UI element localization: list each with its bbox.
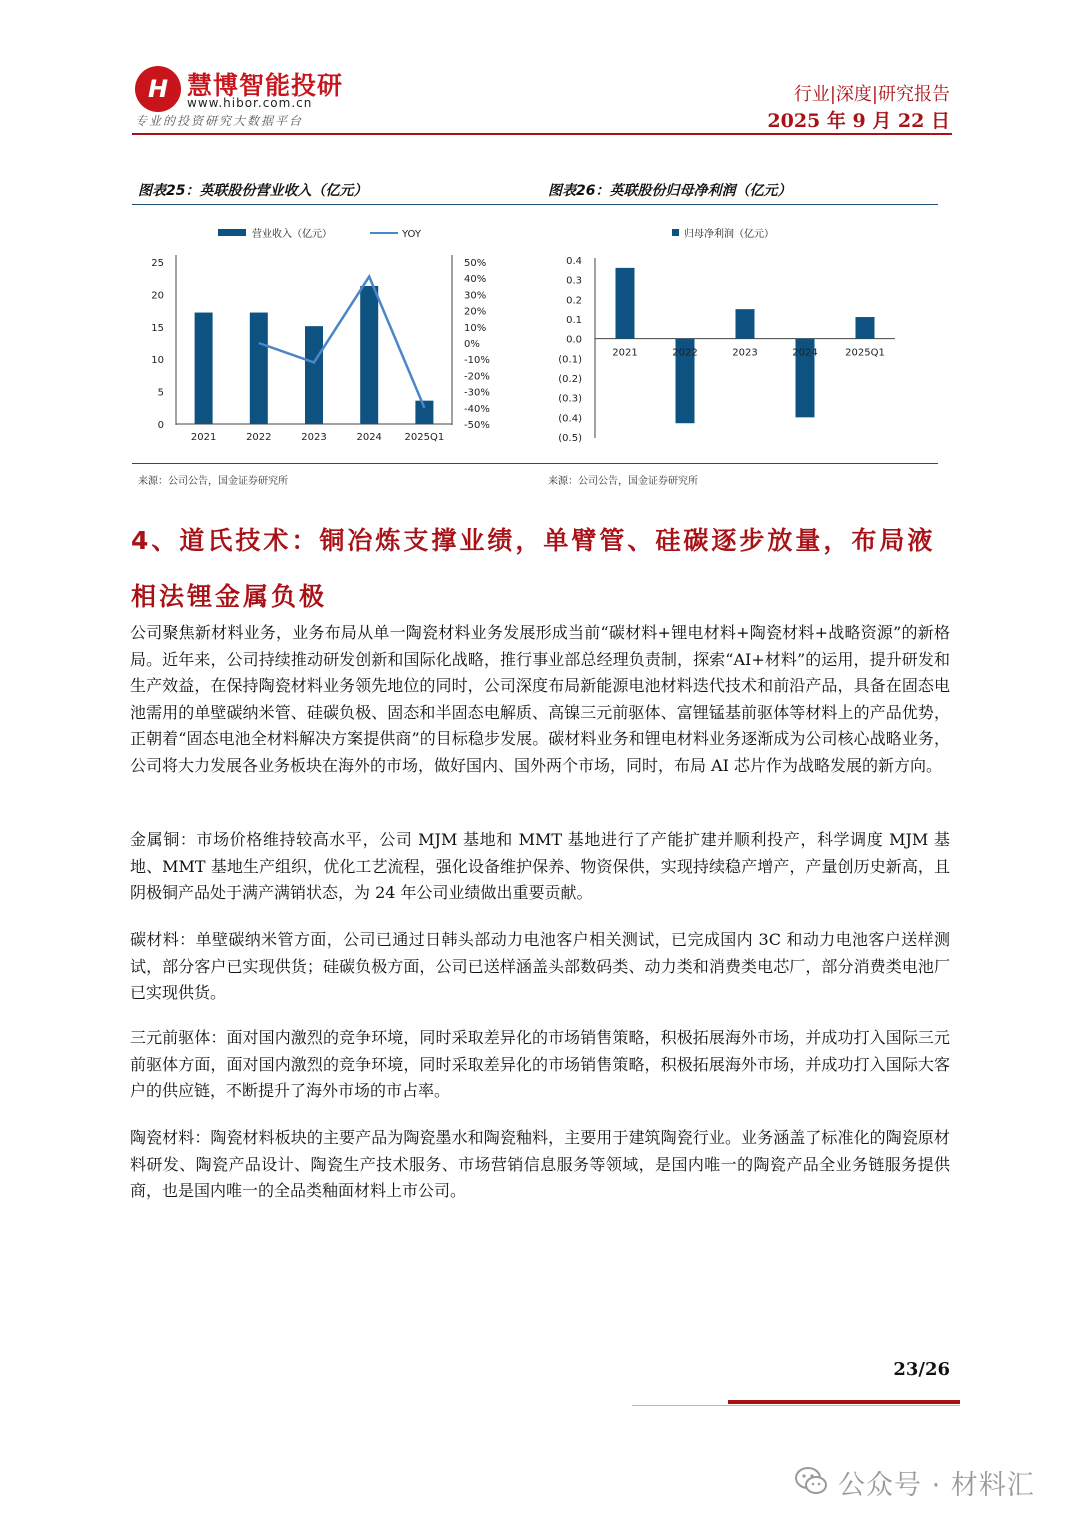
y-tick-label: 5 xyxy=(157,387,164,399)
chart25-title: 图表25：英联股份营业收入（亿元） xyxy=(138,183,368,199)
footer-rule xyxy=(632,1405,960,1406)
y2-tick-label: 30% xyxy=(464,290,487,302)
y-tick-label: (0.1) xyxy=(558,354,582,366)
y-tick-label: 0.3 xyxy=(566,275,582,287)
x-tick-label: 2021 xyxy=(612,347,638,359)
chart26-title: 图表26：英联股份归母净利润（亿元） xyxy=(548,183,792,199)
y-tick-label: 0.1 xyxy=(566,315,582,326)
y2-tick-label: 10% xyxy=(464,322,487,334)
y-tick-label: 0 xyxy=(157,420,164,431)
x-tick-label: 2022 xyxy=(246,432,272,443)
x-tick-label: 2022 xyxy=(672,347,698,359)
y2-tick-label: -30% xyxy=(464,387,490,399)
legend-profit-swatch xyxy=(672,229,679,236)
chart26-legend xyxy=(672,227,774,240)
revenue-bar xyxy=(415,401,433,424)
chart26-source: 来源：公司公告，国金证券研究所 xyxy=(548,476,698,487)
logo-url[interactable]: www.hibor.com.cn xyxy=(187,96,313,110)
y-tick-label: (0.2) xyxy=(558,374,582,385)
watermark: 公众号 · 材料汇 xyxy=(838,1470,1035,1501)
y-tick-label: 15 xyxy=(151,322,164,334)
logo-slogan: 专业的投资研究大数据平台 xyxy=(135,114,304,128)
chart-panel-top-rule xyxy=(132,204,938,205)
paragraph-ceramics: 陶瓷材料：陶瓷材料板块的主要产品为陶瓷墨水和陶瓷釉料，主要用于建筑陶瓷行业。业务涵盖了标准化的陶瓷原材料研发、陶瓷产品设计、陶瓷生产技术服务、市场营销信息服务等领域，是国内唯一的陶瓷产品全业务链服务提供商，也是国内唯一的全品类釉面材料上市公司。 xyxy=(130,1128,950,1200)
y2-tick-label: 0% xyxy=(464,339,480,350)
net-profit-bar xyxy=(736,309,755,339)
x-tick-label: 2023 xyxy=(732,347,758,359)
y2-tick-label: -50% xyxy=(464,420,490,431)
paragraph-carbon: 碳材料：单壁碳纳米管方面，公司已通过日韩头部动力电池客户相关测试，已完成国内 3C 和动力电池客户送样测试，部分客户已实现供货；硅碳负极方面，公司已送样涵盖头部数码类、动力类和消费类电芯厂，部分消费类电池厂已实现供货。 xyxy=(130,930,950,1002)
x-tick-label: 2024 xyxy=(356,432,382,443)
y-tick-label: 0.2 xyxy=(566,295,582,307)
paragraph-precursor: 三元前驱体：面对国内激烈的竞争环境，同时采取差异化的市场销售策略，积极拓展海外市场，并成功打入国际三元前驱体方面，面对国内激烈的竞争环境，同时采取差异化的市场销售策略，积极拓展海外市场，并成功打入国际大客户的供应链，不断提升了海外市场的市占率。 xyxy=(130,1028,950,1100)
paragraph-copper: 金属铜：市场价格维持较高水平，公司 MJM 基地和 MMT 基地进行了产能扩建并顺利投产，科学调度 MJM 基地、MMT 基地生产组织，优化工艺流程，强化设备维护保养、物资保供，实现持续稳产增产，产量创历史新高，且阴极铜产品处于满产满销状态，为 24 年公司业绩做出重要贡献。 xyxy=(130,830,950,902)
y-tick-label: 0.4 xyxy=(566,256,582,267)
revenue-bar xyxy=(195,313,213,424)
y-tick-label: (0.3) xyxy=(558,393,582,405)
legend-revenue-label: 营业收入（亿元） xyxy=(252,229,332,240)
report-type: 行业|深度|研究报告 xyxy=(793,84,950,105)
section-heading: 4、道氏技术：铜冶炼支撑业绩，单臂管、硅碳逐步放量，布局液相法锂金属负极 xyxy=(131,526,936,611)
legend-profit-label: 归母净利润（亿元） xyxy=(684,229,774,240)
y2-tick-label: 40% xyxy=(464,274,487,286)
yoy-line xyxy=(259,277,425,408)
chart25-source: 来源：公司公告，国金证券研究所 xyxy=(138,476,288,487)
y-tick-label: (0.5) xyxy=(558,433,582,444)
y-tick-label: 10 xyxy=(151,355,164,367)
revenue-bar xyxy=(305,326,323,424)
legend-yoy-label: YOY xyxy=(402,229,421,240)
x-tick-label: 2021 xyxy=(190,432,217,443)
y2-tick-label: 50% xyxy=(464,258,487,269)
chart25-legend xyxy=(218,227,422,240)
x-tick-label: 2025Q1 xyxy=(845,347,885,359)
y-tick-label: 25 xyxy=(151,258,164,269)
x-tick-label: 2023 xyxy=(301,432,327,443)
x-tick-label: 2025Q1 xyxy=(404,432,445,443)
x-tick-label: 2024 xyxy=(792,347,818,359)
report-date: 2025 年 9 月 22 日 xyxy=(767,110,950,132)
y2-tick-label: -20% xyxy=(464,371,490,383)
page-number: 23/26 xyxy=(893,1359,950,1380)
chart26-net-profit xyxy=(540,210,938,455)
logo-icon: H xyxy=(135,66,181,112)
y2-tick-label: 20% xyxy=(464,306,487,318)
net-profit-bar xyxy=(856,317,875,339)
footer-accent-rule xyxy=(728,1400,960,1404)
revenue-bar xyxy=(360,286,378,424)
y2-tick-label: -10% xyxy=(464,355,490,367)
logo-name: 慧博智能投研 xyxy=(187,71,344,100)
legend-revenue-swatch xyxy=(218,229,246,236)
net-profit-bar xyxy=(616,268,635,339)
y-tick-label: (0.4) xyxy=(558,413,582,425)
chart-panel-bottom-rule xyxy=(132,463,938,464)
y-tick-label: 20 xyxy=(151,290,164,302)
y-tick-label: 0.0 xyxy=(566,334,582,346)
wechat-icon xyxy=(793,1463,829,1499)
paragraph-overview: 公司聚焦新材料业务，业务布局从单一陶瓷材料业务发展形成当前“碳材料+锂电材料+陶瓷材料+战略资源”的新格局。近年来，公司持续推动研发创新和国际化战略，推行事业部总经理负责制，探索“AI+材料”的运用，提升研发和生产效益，在保持陶瓷材料业务领先地位的同时，公司深度布局新能源电池材料迭代技术和前沿产品，具备在固态电池需用的单壁碳纳米管、硅碳负极、固态和半固态电解质、高镍三元前驱体、富锂锰基前驱体等材料上的产品优势，正朝着“固态电池全材料解决方案提供商”的目标稳步发展。碳材料业务和锂电材料业务逐渐成为公司核心战略业务，公司将大力发展各业务板块在海外的市场，做好国内、国外两个市场，同时，布局 AI 芯片作为战略发展的新方向。 xyxy=(130,623,950,775)
y2-tick-label: -40% xyxy=(464,403,490,415)
chart25-revenue xyxy=(132,210,532,455)
revenue-bar xyxy=(250,313,268,424)
header-divider xyxy=(132,133,952,135)
